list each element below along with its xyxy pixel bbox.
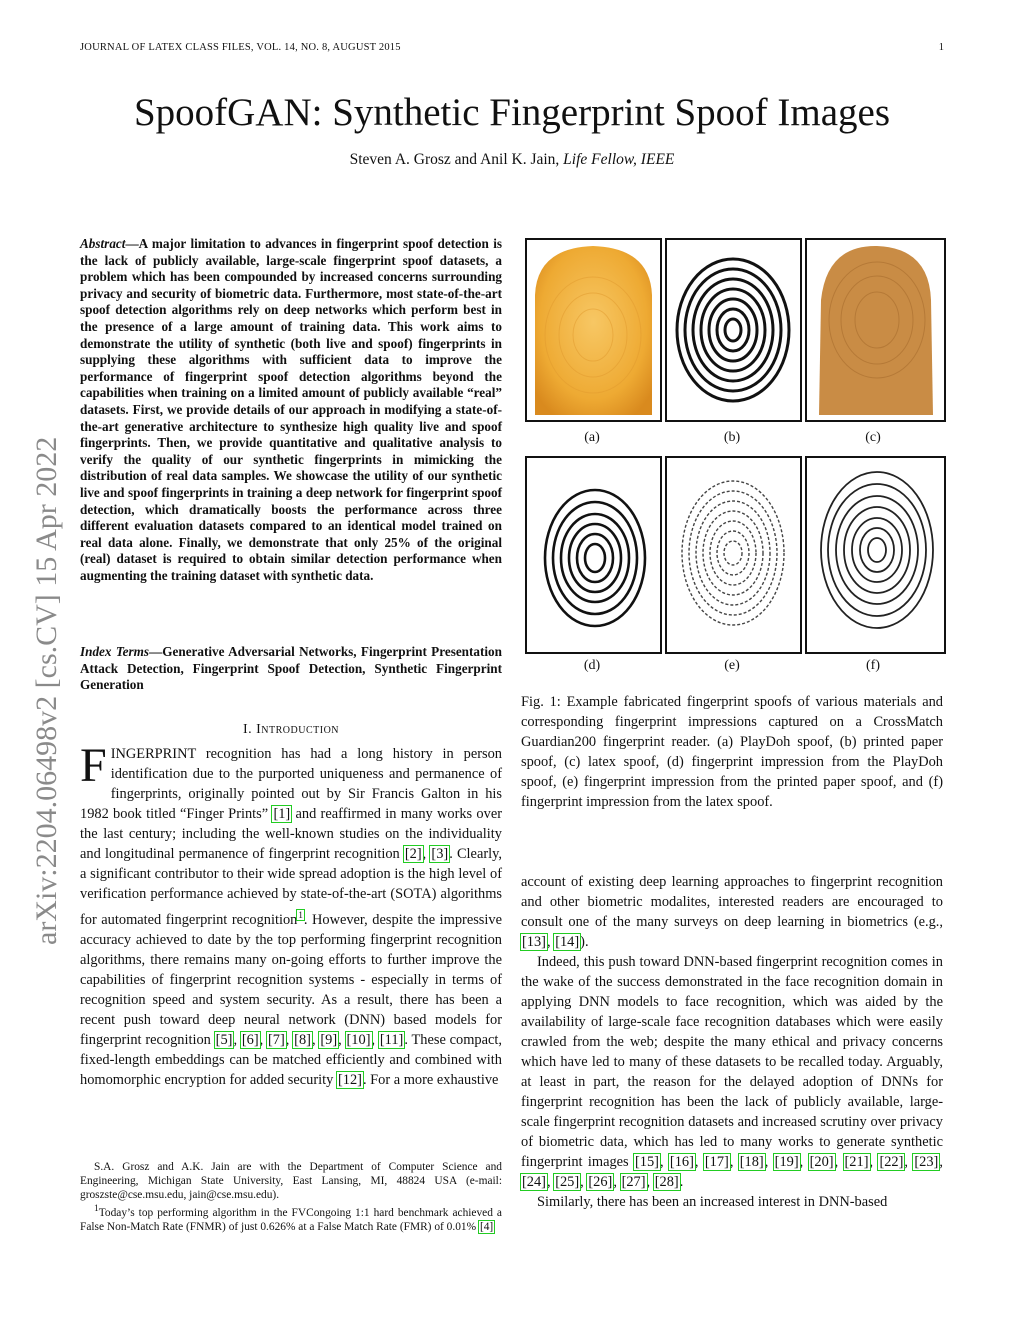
citation-link[interactable]: [28] [654, 1174, 679, 1190]
body-text: Indeed, this push toward DNN-based fingerprint recognition comes in the wake of the success demonstrated in the face recognition domain in applying DNN models to face recognition, which was aided by the availability of large-scale face recognition databases which were easily crawled from the web; despite the many ethical and privacy concerns which have led to many of these datasets to be recalled today. Arguably, at least in part, the reason for the delayed adoption of DNNs for fingerprint recognition has been the lack of publicly available, large-scale fingerprint recognition datasets and increased scrutiny over privacy of biometric data, which has led to many works to generate synthetic fingerprint images [521, 954, 943, 1170]
citation-list: [15], [16], [17], [18], [19], [20], [21], [22], [23], [24], [25], [26], [27], [28] [522, 1154, 943, 1190]
citation-link[interactable]: [23] [914, 1154, 939, 1170]
footnote-mark: 1 [94, 1204, 99, 1214]
drop-cap: F [80, 739, 107, 792]
citation-link[interactable]: [14] [555, 934, 580, 950]
citation-link[interactable]: [24] [522, 1174, 546, 1190]
fingerprint-image-d [525, 456, 662, 654]
subfigure-label-f: (f) [866, 658, 880, 673]
intro-text: . These compact, fixed-length embeddings can be matched efficiently and combined with homomorphic encryption for added security [80, 1031, 502, 1088]
citation-link[interactable]: [17] [704, 1154, 729, 1170]
citation-link[interactable]: [10] [346, 1031, 371, 1048]
paragraph [521, 952, 943, 1192]
latex-spoof-image [807, 240, 944, 420]
index-terms-label: Index Terms [80, 644, 150, 659]
citation-link[interactable]: [16] [669, 1154, 694, 1170]
fingerprint-image-e [665, 456, 802, 654]
citation-link[interactable]: [12] [337, 1071, 362, 1088]
section-number: I. [242, 722, 253, 737]
citation-link[interactable]: [1] [273, 806, 291, 822]
body-text: account of existing deep learning approaches to fingerprint recognition and other biometric modalites, interested readers are encouraged to consult one of the many surveys on deep learning in biometrics (e.g., [521, 874, 943, 930]
subfigure-label-d: (d) [583, 658, 601, 673]
citation-link[interactable]: [5] [215, 1031, 233, 1048]
citation-link[interactable]: [2] [404, 846, 422, 862]
fingerprint-image-c [805, 238, 946, 422]
affiliation-footnote: S.A. Grosz and A.K. Jain are with the Department of Computer Science and Engineering, Michigan State University, East Lansing, MI, 48824 USA (e-mail: groszste@cse.msu.edu, jain@cse.msu.edu). [80, 1161, 502, 1201]
citation-link[interactable]: [18] [739, 1154, 764, 1170]
fingerprint-image-f [805, 456, 946, 654]
page-number: 1 [938, 42, 944, 53]
abstract-label: Abstract [80, 236, 126, 251]
paper-spoof-image [667, 240, 800, 420]
paragraph: account of existing deep learning approaches to fingerprint recognition and other biometric modalites, interested readers are encouraged to consult one of the many surveys on deep learning in biometrics (e.g., [13], [14]). [521, 874, 943, 950]
figure-1 [520, 236, 944, 676]
citation-link[interactable]: [4] [479, 1220, 494, 1233]
authors: Steven A. Grosz and Anil K. Jain, [349, 151, 560, 168]
body-text: ). [580, 934, 589, 950]
author-role: Life Fellow, IEEE [563, 151, 675, 168]
arxiv-side-banner: arXiv:2204.06498v2 [cs.CV] 15 Apr 2022 [30, 436, 63, 945]
playdoh-impression-image [527, 458, 660, 652]
running-head: JOURNAL OF LATEX CLASS FILES, VOL. 14, NO. 8, AUGUST 2015 [80, 42, 401, 53]
citation-link[interactable]: [27] [621, 1174, 646, 1190]
citation-link[interactable]: [9] [320, 1031, 338, 1048]
fingerprint-image-a [525, 238, 662, 422]
paragraph: Similarly, there has been an increased interest in DNN-based [537, 1194, 888, 1210]
footnote-text: Today’s top performing algorithm in the FVCongoing 1:1 hard benchmark achieved a False Non-Match Rate (FNMR) of just 0.626% at a False Match Rate (FMR) of 0.01% [80, 1206, 502, 1233]
citation-link[interactable]: [20] [809, 1154, 834, 1170]
citation-link[interactable]: [22] [879, 1154, 904, 1170]
subfigure-label-e: (e) [724, 658, 740, 673]
latex-impression-image [807, 458, 944, 652]
abstract [80, 236, 502, 584]
citation-link[interactable]: [25] [555, 1174, 580, 1190]
citation-link[interactable]: [13] [522, 934, 546, 950]
fingerprint-image-b [665, 238, 802, 422]
citation-link[interactable]: [6] [241, 1031, 259, 1048]
intro-text: . However, despite the impressive accuracy achieved to date by the top performing fingerprint recognition algorithms, there remains many on-going efforts to further improve the capabilities of fingerprint recognition systems - especially in terms of recognition speed and system security. As a result, there has been a recent push toward deep neural network (DNN) based models for fingerprint recognition [80, 911, 502, 1048]
footnote-1 [80, 1202, 502, 1234]
citation-link[interactable]: [11] [379, 1031, 404, 1048]
index-terms-text: —Generative Adversarial Networks, Fingerprint Presentation Attack Detection, Fingerprint Spoof Detection, Synthetic Fingerprint Generation [80, 644, 502, 693]
subfigure-label-c: (c) [865, 430, 881, 445]
citation-link[interactable]: [7] [268, 1031, 285, 1048]
paper-title: SpoofGAN: Synthetic Fingerprint Spoof Images [133, 91, 891, 134]
playdoh-spoof-image [527, 240, 660, 420]
paper-impression-image [667, 458, 800, 652]
footnotes [80, 1160, 502, 1234]
intro-text: . For a more exhaustive [362, 1071, 499, 1088]
subfigure-label-b: (b) [723, 430, 741, 445]
citation-link[interactable]: [3] [431, 846, 449, 862]
author-line [0, 151, 1024, 169]
figure-caption: Fig. 1: Example fabricated fingerprint spoofs of various materials and corresponding fingerprint impressions captured on a CrossMatch Guardian200 fingerprint reader. (a) PlayDoh spoof, (b) printed paper spoof, (c) latex spoof, (d) fingerprint impression from the PlayDoh spoof, (e) fingerprint impression from the printed paper spoof, and (f) fingerprint impression from the latex spoof. [521, 694, 943, 810]
footnote-link[interactable]: 1 [298, 910, 303, 920]
subfigure-label-a: (a) [584, 430, 600, 445]
right-column-body [521, 872, 943, 1212]
abstract-text: —A major limitation to advances in fingerprint spoof detection is the lack of publicly available, large-scale fingerprint spoof datasets, a problem which has been compounded by increased concerns surrounding privacy and security of biometric data. Furthermore, most state-of-the-art spoof detection algorithms rely on deep networks which perform best in the presence of a large amount of training data. This work aims to demonstrate the utility of synthetic (both live and spoof) fingerprints in supplying these algorithms with sufficient data to improve the performance of fingerprint spoof detection algorithms beyond the capabilities when training on a limited amount of publicly available “real” datasets. First, we provide details of our approach in modifying a state-of-the-art generative architecture to synthesize high quality live and spoof fingerprints. Then, we provide quantitative and qualitative analysis to verify the quality of our synthetic fingerprints in mimicking the distribution of real data samples. We showcase the utility of our synthetic live and spoof fingerprints in training a deep network for fingerprint spoof detection, which dramatically boosts the performance across three different evaluation datasets compared to an identical model trained on real data alone. Finally, we demonstrate that only 25% of the original (real) dataset is required to obtain similar detection performance when augmenting the training dataset with synthetic data. [80, 236, 502, 583]
body-text: . [679, 1174, 684, 1190]
citation-link[interactable]: [19] [774, 1154, 799, 1170]
index-terms [80, 644, 502, 694]
intro-text: . Clearly, a significant contributor to their wide spread adoption is the high level of verification performance achieved by state-of-the-art (SOTA) algorithms for automated fingerprint recognition [80, 846, 502, 928]
citation-link[interactable]: [8] [294, 1031, 311, 1048]
intro-text: , [422, 846, 431, 862]
citation-link[interactable]: [26] [588, 1174, 613, 1190]
intro-text: and reaffirmed in many works over the last century; including the well-known studies on the individuality and longitudinal permanence of fingerprint recognition [80, 806, 502, 862]
citation-link[interactable]: [21] [844, 1154, 869, 1170]
intro-paragraph: FINGERPRINT recognition has had a long history in person identification due to the purported uniqueness and permanence of fingerprints, originally pointed out by Sir Francis Galton in his 1982 book titled “Finger Prints” [1] and reaffirmed in many works over the last century; including the well-known studies on the individuality and longitudinal permanence of fingerprint recognition [2], [3]. Clearly, a significant contributor to their wide spread adoption is the high level of verification performance achieved by state-of-the-art (SOTA) algorithms for automated fingerprint recognition$^1$. However, despite the impressive accuracy achieved to date by the top performing fingerprint recognition algorithms, there remains many on-going efforts to further improve the capabilities of fingerprint recognition systems - especially in terms of recognition speed and system security. As a result, there has been a recent push toward deep neural network (DNN) based models for fingerprint recognition [5], [6], [7], [8], [9], [10], [11]. These compact, fixed-length embeddings can be matched efficiently and combined with homomorphic encryption for added security [12]. For a more exhaustive [80, 739, 502, 1088]
section-heading [80, 722, 502, 738]
section-title: Introduction [256, 722, 340, 737]
citation-link[interactable]: [15] [634, 1154, 659, 1170]
intro-text: INGERPRINT recognition has had a long history in person identification due to the purported uniqueness and permanence of fingerprints, originally pointed out by Sir Francis Galton in his 1982 book titled “Finger Prints” [80, 746, 502, 822]
